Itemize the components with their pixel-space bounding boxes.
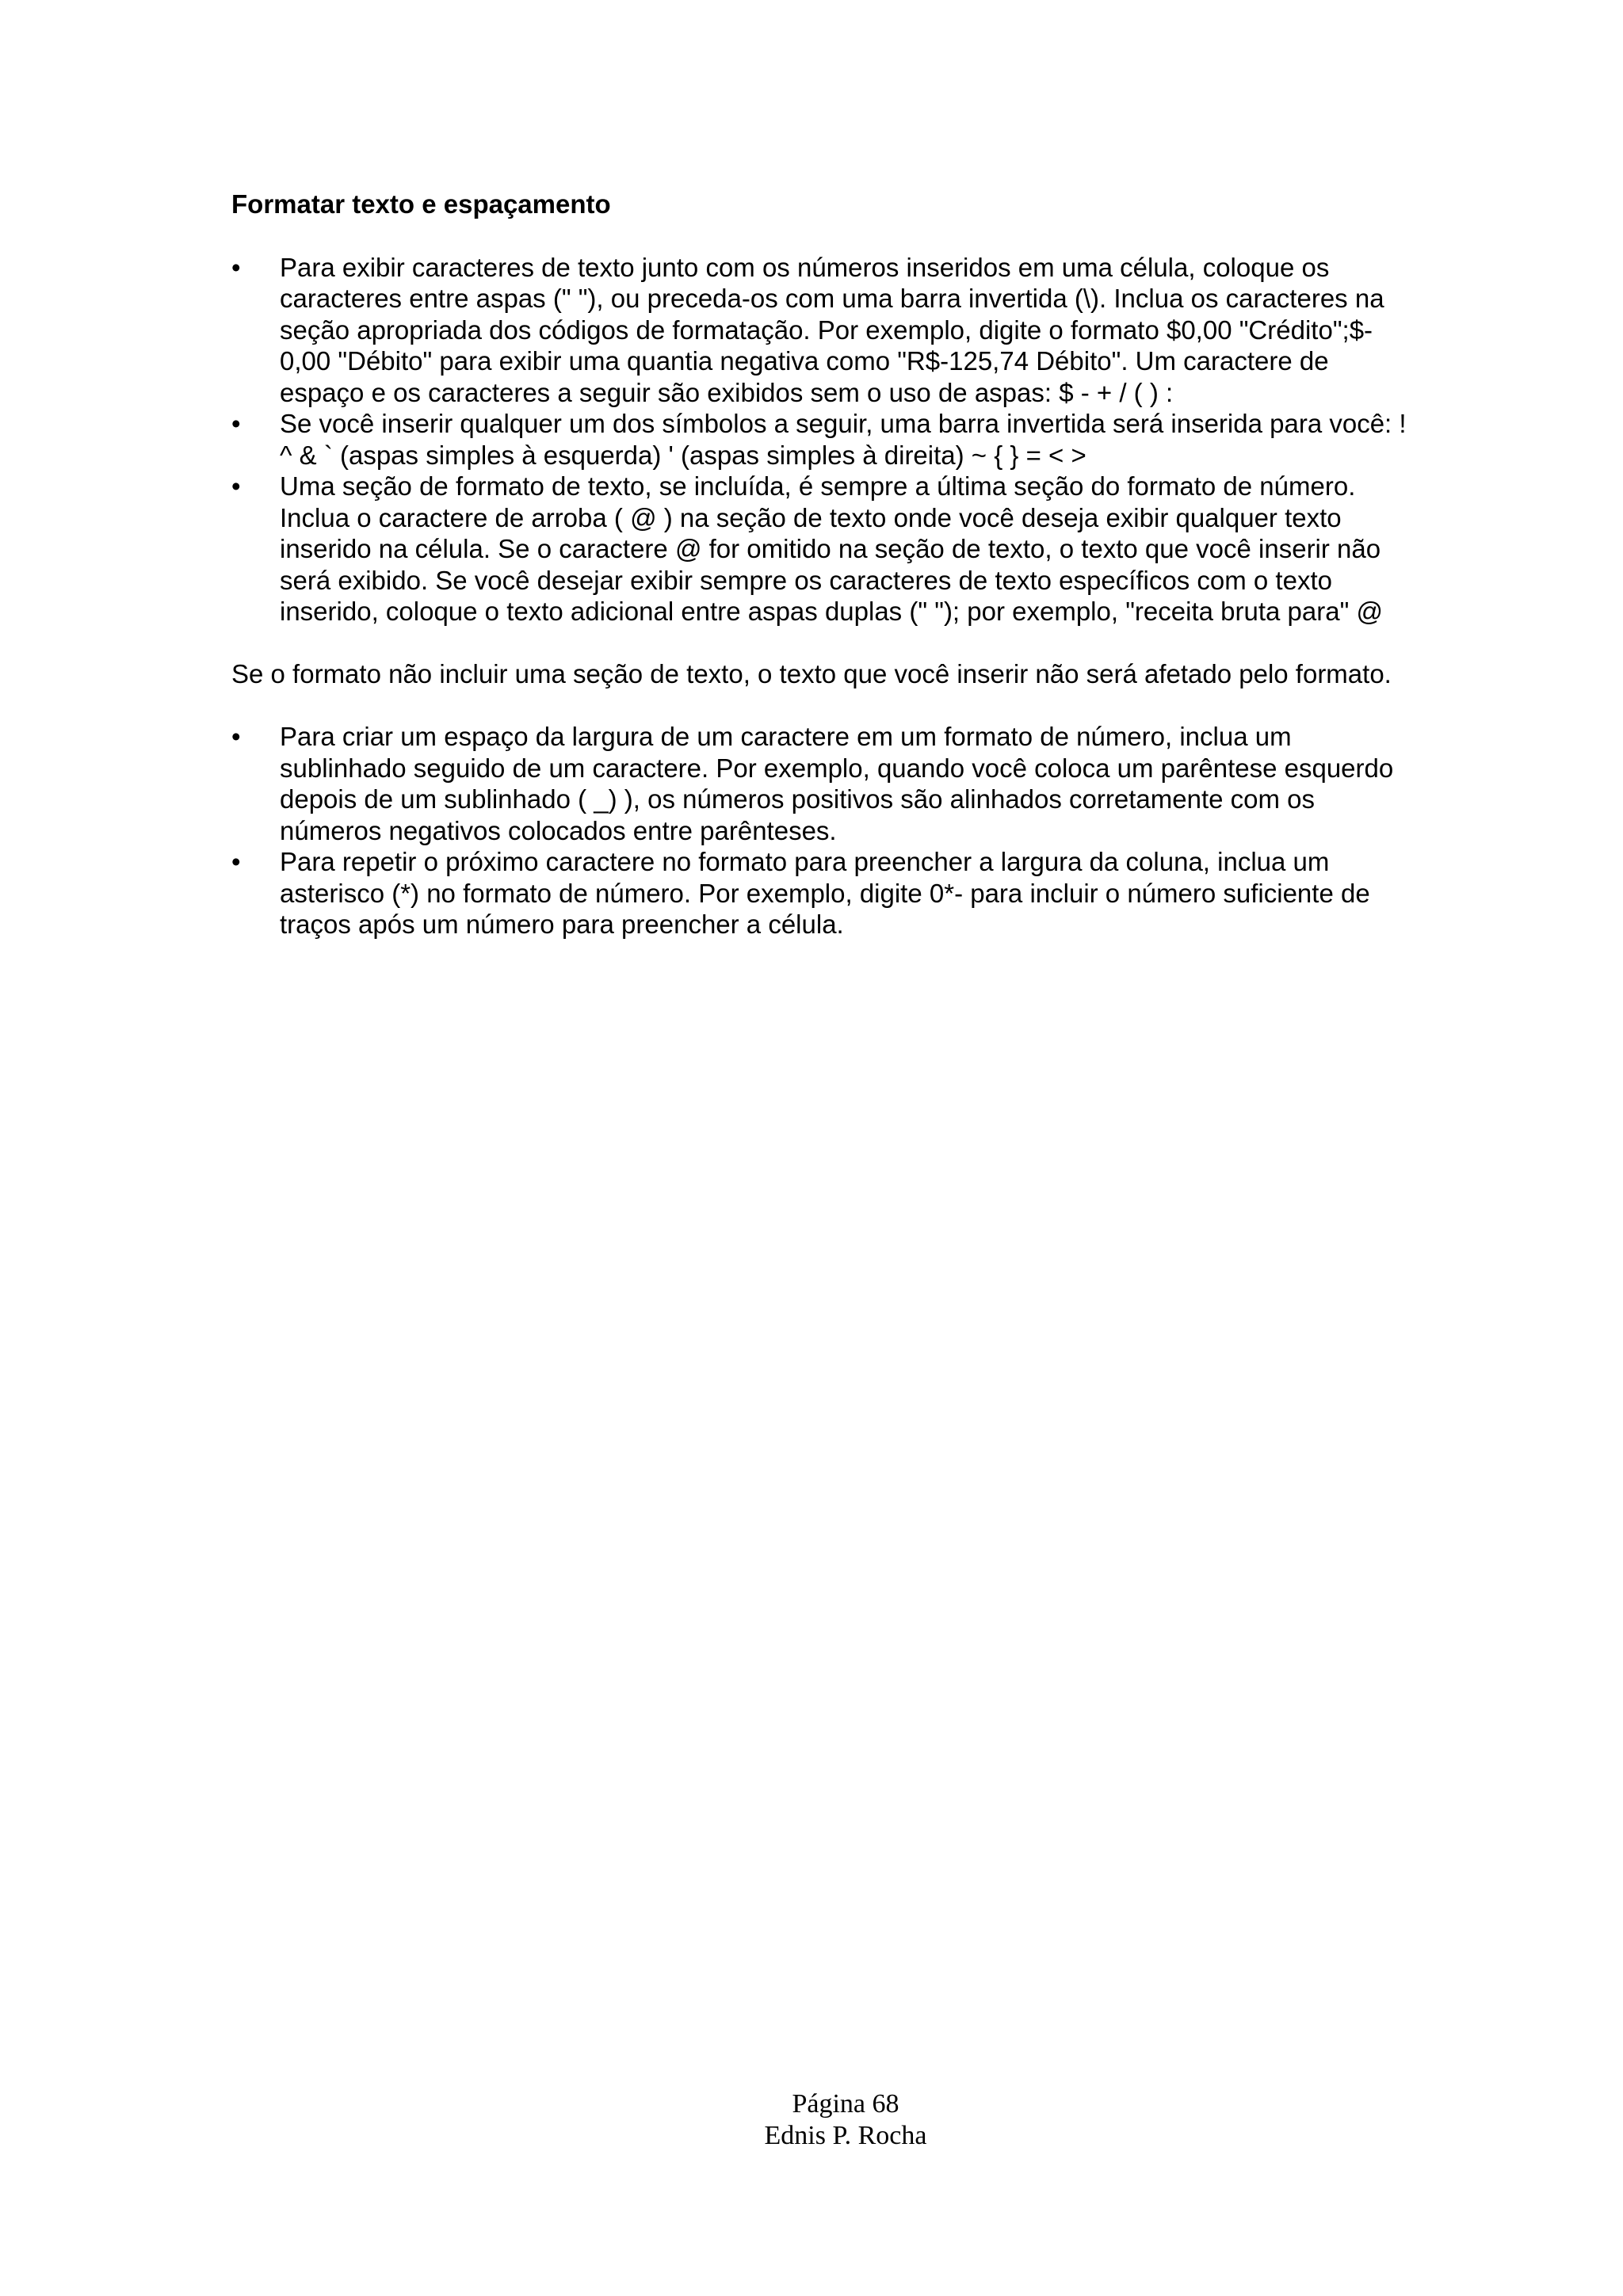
text-line: Para criar um espaço da largura de um caractere em um formato de número, inclua um bbox=[280, 722, 1292, 751]
body-paragraph: Se o formato não incluir uma seção de texto, o texto que você inserir não será afetado pelo formato. bbox=[231, 658, 1392, 688]
text-line: ^ & ` (aspas simples à esquerda) ' (aspas simples à direita) ~ { } = < > bbox=[280, 440, 1086, 470]
text-line: inserido, coloque o texto adicional entre aspas duplas (" "); por exemplo, "receita bruta para" @ bbox=[280, 597, 1383, 626]
text-line: será exibido. Se você desejar exibir sempre os caracteres de texto específicos com o texto bbox=[280, 565, 1332, 595]
text-line: sublinhado seguido de um caractere. Por exemplo, quando você coloca um parêntese esquerdo bbox=[280, 753, 1394, 783]
page-number: Página 68 bbox=[792, 2089, 899, 2119]
text-line: inserido na célula. Se o caractere @ for omitido na seção de texto, o texto que você inserir não bbox=[280, 534, 1381, 563]
bullet-icon: • bbox=[231, 847, 241, 876]
text-line: 0,00 "Débito" para exibir uma quantia negativa como "R$-125,74 Débito". Um caractere de bbox=[280, 346, 1329, 376]
text-line: Para repetir o próximo caractere no formato para preencher a largura da coluna, inclua um bbox=[280, 847, 1330, 876]
text-line: depois de um sublinhado ( _) ), os números positivos são alinhados corretamente com os bbox=[280, 784, 1316, 814]
list-item bbox=[231, 408, 1484, 471]
text-line: Inclua o caractere de arroba ( @ ) na seção de texto onde você deseja exibir qualquer texto bbox=[280, 502, 1342, 532]
text-line: espaço e os caracteres a seguir são exibidos sem o uso de aspas: $ - + / ( ) : bbox=[280, 377, 1174, 407]
text-line: asterisco (*) no formato de número. Por exemplo, digite 0*- para incluir o número suficiente de bbox=[280, 878, 1370, 908]
text-line: números negativos colocados entre parênteses. bbox=[280, 815, 837, 845]
list-item bbox=[231, 721, 1484, 846]
list-item bbox=[231, 846, 1484, 940]
text-line: Uma seção de formato de texto, se incluída, é sempre a última seção do formato de número. bbox=[280, 471, 1356, 501]
bullet-icon: • bbox=[231, 409, 241, 438]
bullet-icon: • bbox=[231, 722, 241, 751]
list-item bbox=[231, 471, 1484, 627]
bullet-list-2 bbox=[231, 721, 1484, 940]
bullet-icon: • bbox=[231, 471, 241, 501]
text-line: Para exibir caracteres de texto junto com os números inseridos em uma célula, coloque os bbox=[280, 252, 1330, 282]
page-footer bbox=[0, 2088, 1623, 2152]
bullet-list-1 bbox=[231, 252, 1484, 627]
text-line: traços após um número para preencher a célula. bbox=[280, 910, 844, 939]
bullet-icon: • bbox=[231, 252, 241, 282]
text-line: seção apropriada dos códigos de formatação. Por exemplo, digite o formato $0,00 "Crédito";$- bbox=[280, 315, 1373, 345]
page-content bbox=[231, 189, 1484, 940]
text-line: caracteres entre aspas (" "), ou preceda-os com uma barra invertida (\). Inclua os caracteres na bbox=[280, 284, 1384, 313]
section-heading: Formatar texto e espaçamento bbox=[231, 189, 611, 219]
text-line: Se você inserir qualquer um dos símbolos a seguir, uma barra invertida será inserida para você: ! bbox=[280, 409, 1407, 438]
list-item bbox=[231, 252, 1484, 409]
author-name: Ednis P. Rocha bbox=[764, 2121, 927, 2150]
